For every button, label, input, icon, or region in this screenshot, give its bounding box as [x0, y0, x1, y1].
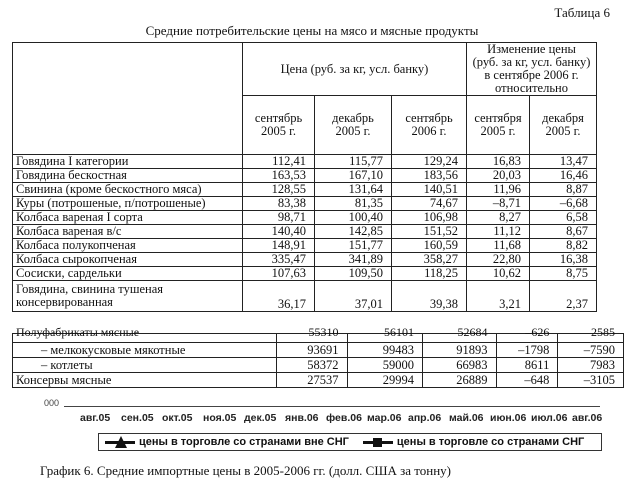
cell-value: 128,55	[243, 183, 315, 197]
cell-value: 8,82	[530, 239, 597, 253]
header-blank-cell	[13, 43, 243, 155]
row-label: Сосиски, сардельки	[13, 267, 243, 281]
cell-value: –3105	[558, 373, 624, 388]
cell-value: 16,83	[467, 155, 530, 169]
cell-value: 6,58	[530, 211, 597, 225]
table-row	[13, 267, 597, 281]
cell-value: 16,46	[530, 169, 597, 183]
x-tick-label: сен.05	[121, 412, 154, 424]
cell-value: 163,53	[243, 169, 315, 183]
table-row-cut	[13, 334, 624, 343]
cell-value: 8,87	[530, 183, 597, 197]
x-tick-label: май.06	[449, 412, 484, 424]
cell-value: 183,56	[392, 169, 467, 183]
table-row	[13, 343, 624, 358]
cell-value: 3,21	[467, 281, 530, 312]
cell-value: 37,01	[315, 281, 392, 312]
cell-value: 167,10	[315, 169, 392, 183]
legend-label: цены в торговле со странами СНГ	[396, 436, 585, 448]
cell-value: 74,67	[392, 197, 467, 211]
cell-value: 2,37	[530, 281, 597, 312]
x-tick-label: авг.06	[572, 412, 603, 424]
cell-value: 11,68	[467, 239, 530, 253]
x-tick-label: фев.06	[326, 412, 362, 424]
cell-value: 59000	[347, 358, 422, 373]
cell-value: 8,75	[530, 267, 597, 281]
cell-value: 66983	[422, 358, 496, 373]
cell-value: 10,62	[467, 267, 530, 281]
table-row	[13, 183, 597, 197]
cell-value: 13,47	[530, 155, 597, 169]
cell-value: 129,24	[392, 155, 467, 169]
column-header: декабря 2005 г.	[530, 96, 597, 155]
cell-value: 112,41	[243, 155, 315, 169]
row-label: – котлеты	[13, 358, 277, 373]
cell-value: –1798	[496, 343, 558, 358]
x-tick-label: окт.05	[162, 412, 193, 424]
triangle-marker-icon	[115, 436, 127, 448]
cell-value: 16,38	[530, 253, 597, 267]
cell-value: 29994	[347, 373, 422, 388]
cell-value: 83,38	[243, 197, 315, 211]
cell-value: 109,50	[315, 267, 392, 281]
cell-value: 100,40	[315, 211, 392, 225]
cell-value: 26889	[422, 373, 496, 388]
row-label: Колбаса полукопченая	[13, 239, 243, 253]
row-label: Колбаса сырокопченая	[13, 253, 243, 267]
cell-value: 148,91	[243, 239, 315, 253]
table-row	[13, 155, 597, 169]
table-row	[13, 281, 597, 312]
legend-label: цены в торговле со странами вне СНГ	[139, 436, 349, 448]
x-axis-line	[64, 406, 600, 407]
prices-table	[12, 42, 597, 312]
column-header: сентября 2005 г.	[467, 96, 530, 155]
cell-value: 99483	[347, 343, 422, 358]
x-tick-label: янв.06	[285, 412, 319, 424]
square-marker-icon	[373, 438, 382, 447]
cell-value: 131,64	[315, 183, 392, 197]
x-tick-label: июн.06	[490, 412, 527, 424]
x-axis-labels	[80, 412, 620, 424]
column-header: сентябрь 2006 г.	[392, 96, 467, 155]
overlapping-table-fragment	[12, 325, 624, 388]
cell-value: 81,35	[315, 197, 392, 211]
change-header-line: Изменение цены	[487, 42, 576, 56]
cell-value: –626	[496, 334, 558, 343]
cell-value: 8,27	[467, 211, 530, 225]
cell-value: 27537	[276, 373, 347, 388]
row-label: Колбаса вареная в/с	[13, 225, 243, 239]
cell-value: 98,71	[243, 211, 315, 225]
x-tick-label: авг.05	[80, 412, 111, 424]
cell-value: 22,80	[467, 253, 530, 267]
cell-value: 118,25	[392, 267, 467, 281]
table-row	[13, 169, 597, 183]
x-tick-label: дек.05	[244, 412, 277, 424]
cell-value: 52684	[422, 334, 496, 343]
row-label: Куры (потрошеные, п/потрошеные)	[13, 197, 243, 211]
cell-value: 115,77	[315, 155, 392, 169]
cell-value: 11,96	[467, 183, 530, 197]
cell-value: 358,27	[392, 253, 467, 267]
cell-value: –648	[496, 373, 558, 388]
cell-value: 93691	[276, 343, 347, 358]
cell-value: –6,68	[530, 197, 597, 211]
cell-value: 140,40	[243, 225, 315, 239]
row-label: Полуфабрикаты мясные	[13, 334, 277, 343]
row-label: Консервы мясные	[13, 373, 277, 388]
cell-value: 36,17	[243, 281, 315, 312]
column-header: декабрь 2005 г.	[315, 96, 392, 155]
row-label: – мелкокусковые мякотные	[13, 343, 277, 358]
table-row	[13, 358, 624, 373]
cell-value: 55310	[276, 334, 347, 343]
legend-item-non-cis	[105, 436, 349, 448]
x-tick-label: ноя.05	[203, 412, 237, 424]
row-label: Колбаса вареная I сорта	[13, 211, 243, 225]
row-label: Свинина (кроме бескостного мяса)	[13, 183, 243, 197]
cell-value: 58372	[276, 358, 347, 373]
table-row	[13, 211, 597, 225]
chart-fragment	[40, 400, 600, 410]
legend-line	[105, 441, 135, 444]
chart-caption: График 6. Средние импортные цены в 2005-2006 гг. (долл. США за тонну)	[40, 463, 452, 478]
cell-value: 140,51	[392, 183, 467, 197]
cell-value: –7590	[558, 343, 624, 358]
legend-line	[363, 441, 393, 444]
cell-value: 160,59	[392, 239, 467, 253]
table-number: Таблица 6	[554, 5, 610, 20]
y-axis-tick: 000	[44, 398, 60, 408]
cell-value: 7983	[558, 358, 624, 373]
cell-value: 142,85	[315, 225, 392, 239]
cell-value: –8,71	[467, 197, 530, 211]
chart-legend	[98, 433, 602, 451]
cell-value: 107,63	[243, 267, 315, 281]
cell-value: 20,03	[467, 169, 530, 183]
cell-value: 151,77	[315, 239, 392, 253]
table-row	[13, 225, 597, 239]
change-header-line: относительно	[495, 81, 568, 95]
x-tick-label: апр.06	[408, 412, 442, 424]
legend-item-cis	[363, 436, 584, 448]
cell-value: 335,47	[243, 253, 315, 267]
x-tick-label: мар.06	[367, 412, 402, 424]
document-title: Средние потребительские цены на мясо и мясные продукты	[145, 23, 479, 38]
cell-value: 8,67	[530, 225, 597, 239]
table-row	[13, 239, 597, 253]
group-header-price: Цена (руб. за кг, усл. банку)	[243, 43, 467, 96]
cell-value: 56101	[347, 334, 422, 343]
x-tick-label: июл.06	[531, 412, 568, 424]
row-label: Говядина бескостная	[13, 169, 243, 183]
change-header-line: (руб. за кг, усл. банку)	[472, 55, 591, 69]
cell-value: 151,52	[392, 225, 467, 239]
cell-value: 341,89	[315, 253, 392, 267]
table-row	[13, 197, 597, 211]
row-label: Говядина I категории	[13, 155, 243, 169]
table-row	[13, 253, 597, 267]
cell-value: 8611	[496, 358, 558, 373]
cell-value: 11,12	[467, 225, 530, 239]
column-header: сентябрь 2005 г.	[243, 96, 315, 155]
cell-value: 39,38	[392, 281, 467, 312]
table-row	[13, 373, 624, 388]
row-label: Говядина, свинина тушеная консервированная	[13, 281, 243, 312]
group-header-change	[467, 43, 597, 96]
cell-value: 106,98	[392, 211, 467, 225]
cell-value: 91893	[422, 343, 496, 358]
change-header-line: в сентябре 2006 г.	[484, 68, 579, 82]
cell-value: 2585	[558, 334, 624, 343]
